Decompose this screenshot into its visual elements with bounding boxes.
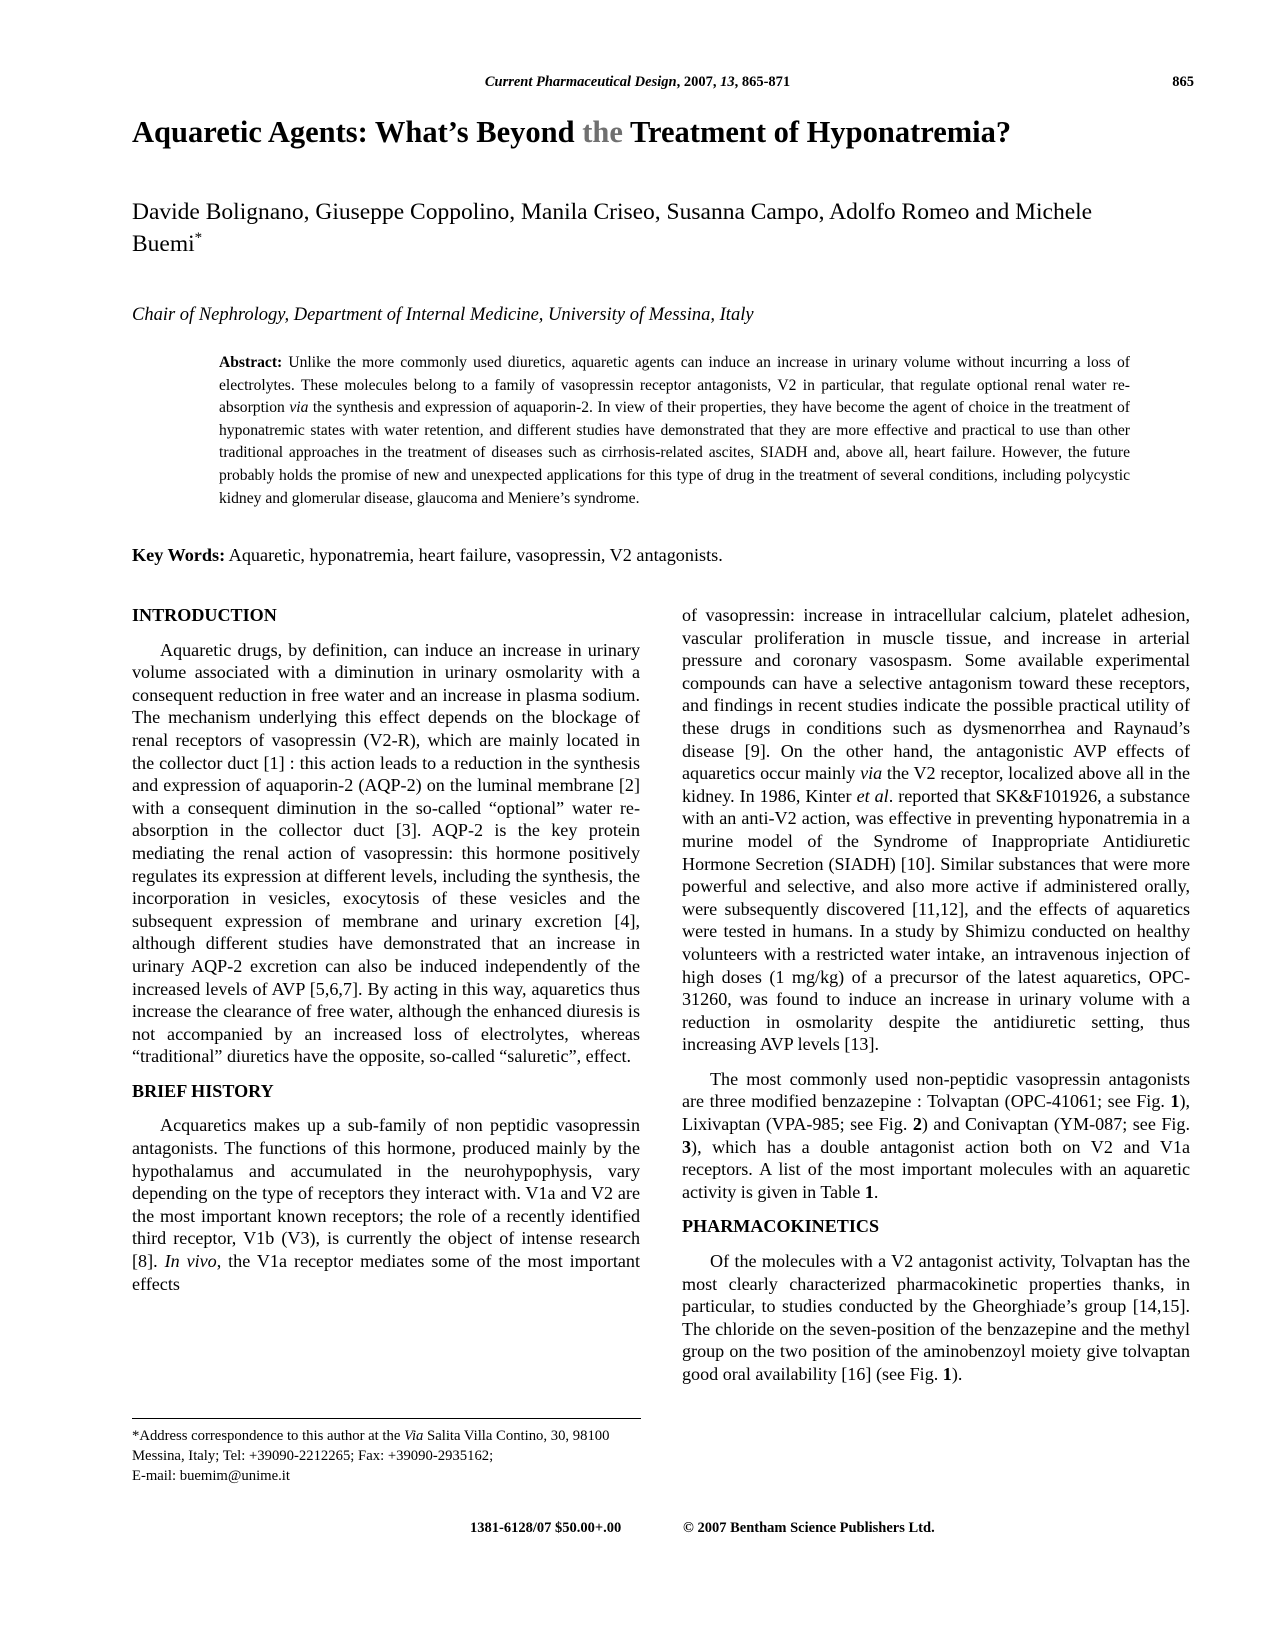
table-ref: 1 — [864, 1181, 874, 1202]
paragraph-text: the V2 receptor, localized above all in the kidney. In 1986, Kinter — [682, 763, 1190, 806]
paragraph — [682, 1250, 1190, 1386]
title-part: Treatment of Hyponatremia? — [622, 115, 1012, 149]
paragraph-text: ), which has a double antagonist action both on V2 and V1a receptors. A list of the most important molecules with an aquaretic activity is given in Table — [682, 1136, 1190, 1202]
journal-year: , 2007, — [676, 74, 721, 90]
paragraph — [132, 1114, 640, 1295]
journal-name: Current Pharmaceutical Design — [484, 74, 677, 90]
paragraph-text: Acquaretics makes up a sub-family of non peptidic vasopressin antagonists. The functions of this hormone, produced mainly by the hypothalamus and accumulated in the neurohypophysis, vary depending on the type of receptors they interact with. V1a and V2 are the most important known receptors; the role of a recently identified third receptor, V1b (V3), is currently the object of intense research [8]. — [132, 1115, 640, 1272]
paragraph-text: et al — [856, 785, 889, 806]
section-heading-introduction: INTRODUCTION — [132, 605, 277, 625]
paragraph — [682, 1068, 1190, 1204]
abstract-text: Unlike the more commonly used diuretics, aquaretic agents can induce an increase in urinary volume without incurring a loss of electrolytes. These molecules belong to a family of vasopressin receptor antagonists, V2 in particular, that regulate optional renal water re-absorption — [219, 354, 1130, 417]
abstract-text: via — [289, 399, 309, 417]
keywords-text: Aquaretic, hyponatremia, heart failure, vasopressin, V2 antagonists. — [225, 545, 723, 565]
journal-pages: , 865-871 — [734, 74, 791, 90]
paragraph-text: ), Lixivaptan (VPA-985; see Fig. — [682, 1091, 1190, 1135]
article-title — [132, 112, 1192, 152]
copyright: © 2007 Bentham Science Publishers Ltd. — [683, 1520, 935, 1536]
paragraph-text: . — [873, 1181, 879, 1202]
right-column — [682, 604, 1190, 1386]
paragraph-text: , the V1a receptor mediates some of the most important effects — [132, 1251, 640, 1294]
paragraph: Aquaretic drugs, by definition, can induce an increase in urinary volume associated with a diminution in urinary osmolarity with a consequent reduction in free water and an increase in plasma sodium. The mechanism underlying this effect depends on the blockage of renal receptors of vasopressin (V2-R), which are mainly located in the collector duct [1] : this action leads to a reduction in the synthesis and expression of aquaporin-2 (AQP-2) on the luminal membrane [2] with a consequent diminution in the so-called “optional” water re-absorption in the collector duct [3]. AQP-2 is the key protein mediating the renal action of vasopressin: this hormone positively regulates its expression at different levels, including the synthesis, the incorporation in vesicles, exocytosis of these vesicles and the subsequent expression of membrane and urinary excretion [4], although different studies have demonstrated that an increase in urinary AQP-2 excretion can also be induced independently of the increased levels of AVP [5,6,7]. By acting in this way, aquaretics thus increase the clearance of free water, although the enhanced diuresis is not accompanied by an increased loss of electrolytes, whereas “traditional” diuretics have the opposite, so-called “saluretic”, effect. — [132, 639, 640, 1067]
paragraph-text: In vivo — [164, 1251, 217, 1272]
figure-ref: 1 — [1170, 1091, 1180, 1112]
title-part: Aquaretic Agents: What’s Beyond — [132, 115, 583, 149]
paragraph-text: . reported that SK&F101926, a substance with an anti-V2 action, was effective in preventing hyponatremia in a murine model of the Syndrome of Inappropriate Antidiuretic Hormone Secretion (SIADH) [10]. Similar substances that were more powerful and selective, and also more active if administered orally, were subsequently discovered [11,12], and the effects of aquaretics were tested in humans. In a study by Shimizu conducted on healthy volunteers with a restricted water intake, an intravenous injection of high doses (1 mg/kg) of a precursor of the latest aquaretics, OPC-31260, was found to induce an increase in urinary volume with a reduction in osmolarity despite the antidiuretic setting, thus increasing AVP levels [13]. — [682, 785, 1191, 1055]
abstract — [219, 352, 1130, 510]
paragraph-text: ) and Conivaptan (YM-087; see Fig. — [921, 1114, 1190, 1135]
author-names: Davide Bolignano, Giuseppe Coppolino, Manila Criseo, Susanna Campo, Adolfo Romeo and Michele Buemi — [132, 199, 1093, 257]
keywords — [132, 545, 723, 566]
figure-ref: 2 — [912, 1114, 922, 1135]
paragraph — [682, 604, 1190, 1056]
keywords-label: Key Words: — [132, 545, 226, 565]
footnote-text: Via — [404, 1428, 424, 1444]
correspondence-footnote — [132, 1426, 640, 1486]
figure-ref: 1 — [942, 1364, 952, 1384]
journal-volume: 13 — [720, 74, 735, 90]
abstract-label: Abstract: — [219, 354, 283, 371]
issn-price: 1381-6128/07 $50.00+.00 — [470, 1520, 622, 1536]
section-heading-brief-history: BRIEF HISTORY — [132, 1080, 274, 1101]
section-heading-pharmacokinetics: PHARMACOKINETICS — [682, 1216, 880, 1237]
affiliation: Chair of Nephrology, Department of Internal Medicine, University of Messina, Italy — [132, 305, 754, 325]
author-list — [132, 196, 1122, 260]
footnote-divider — [132, 1418, 641, 1419]
paragraph-text: via — [860, 763, 883, 784]
paragraph-text: The most commonly used non-peptidic vasopressin antagonists are three modified benzazepine : Tolvaptan (OPC-41061; see Fig. — [682, 1068, 1190, 1112]
page-number: 865 — [1172, 74, 1194, 90]
paragraph-text: Of the molecules with a V2 antagonist activity, Tolvaptan has the most clearly characterized pharmacokinetic properties thanks, in particular, to studies conducted by the Gheorghiade’s group [14,15]. The chloride on the seven-position of the benzazepine and the methyl group on the two position of the aminobenzoyl moiety give tolvaptan good oral availability [16] (see Fig. — [682, 1251, 1190, 1384]
abstract-text: the synthesis and expression of aquaporin-2. In view of their properties, they have become the agent of choice in the treatment of hyponatremic states with water retention, and different studies have demonstrated that they are more effective and practical to use than other traditional approaches in the treatment of diseases such as cirrhosis-related ascites, SIADH and, above all, heart failure. However, the future probably holds the promise of new and unexpected applications for this type of drug in the treatment of several conditions, including polycystic kidney and glomerular disease, glaucoma and Meniere’s syndrome. — [219, 399, 1130, 507]
footnote-text: Salita Villa Contino, 30, 98100 Messina, Italy; Tel: +39090-2212265; Fax: +39090-2935162; — [132, 1428, 610, 1464]
footnote-text: *Address correspondence to this author at the — [132, 1428, 405, 1444]
paragraph-text: of vasopressin: increase in intracellular calcium, platelet adhesion, vascular proliferation in muscle tissue, and increase in arterial pressure and coronary vasospasm. Some available experimental compounds can have a selective antagonism toward these receptors, and findings in recent studies indicate the possible practical utility of these drugs in conditions such as dysmenorrhea and Raynaud’s disease [9]. On the other hand, the antagonistic AVP effects of aquaretics occur mainly — [682, 605, 1190, 784]
left-column — [132, 604, 640, 1295]
paragraph-text: ). — [951, 1364, 963, 1384]
title-part: the — [582, 115, 623, 149]
figure-ref: 3 — [682, 1136, 692, 1157]
journal-citation — [0, 74, 1275, 91]
correspondence-marker: * — [194, 230, 203, 246]
footnote-email: E-mail: buemim@unime.it — [132, 1468, 290, 1484]
